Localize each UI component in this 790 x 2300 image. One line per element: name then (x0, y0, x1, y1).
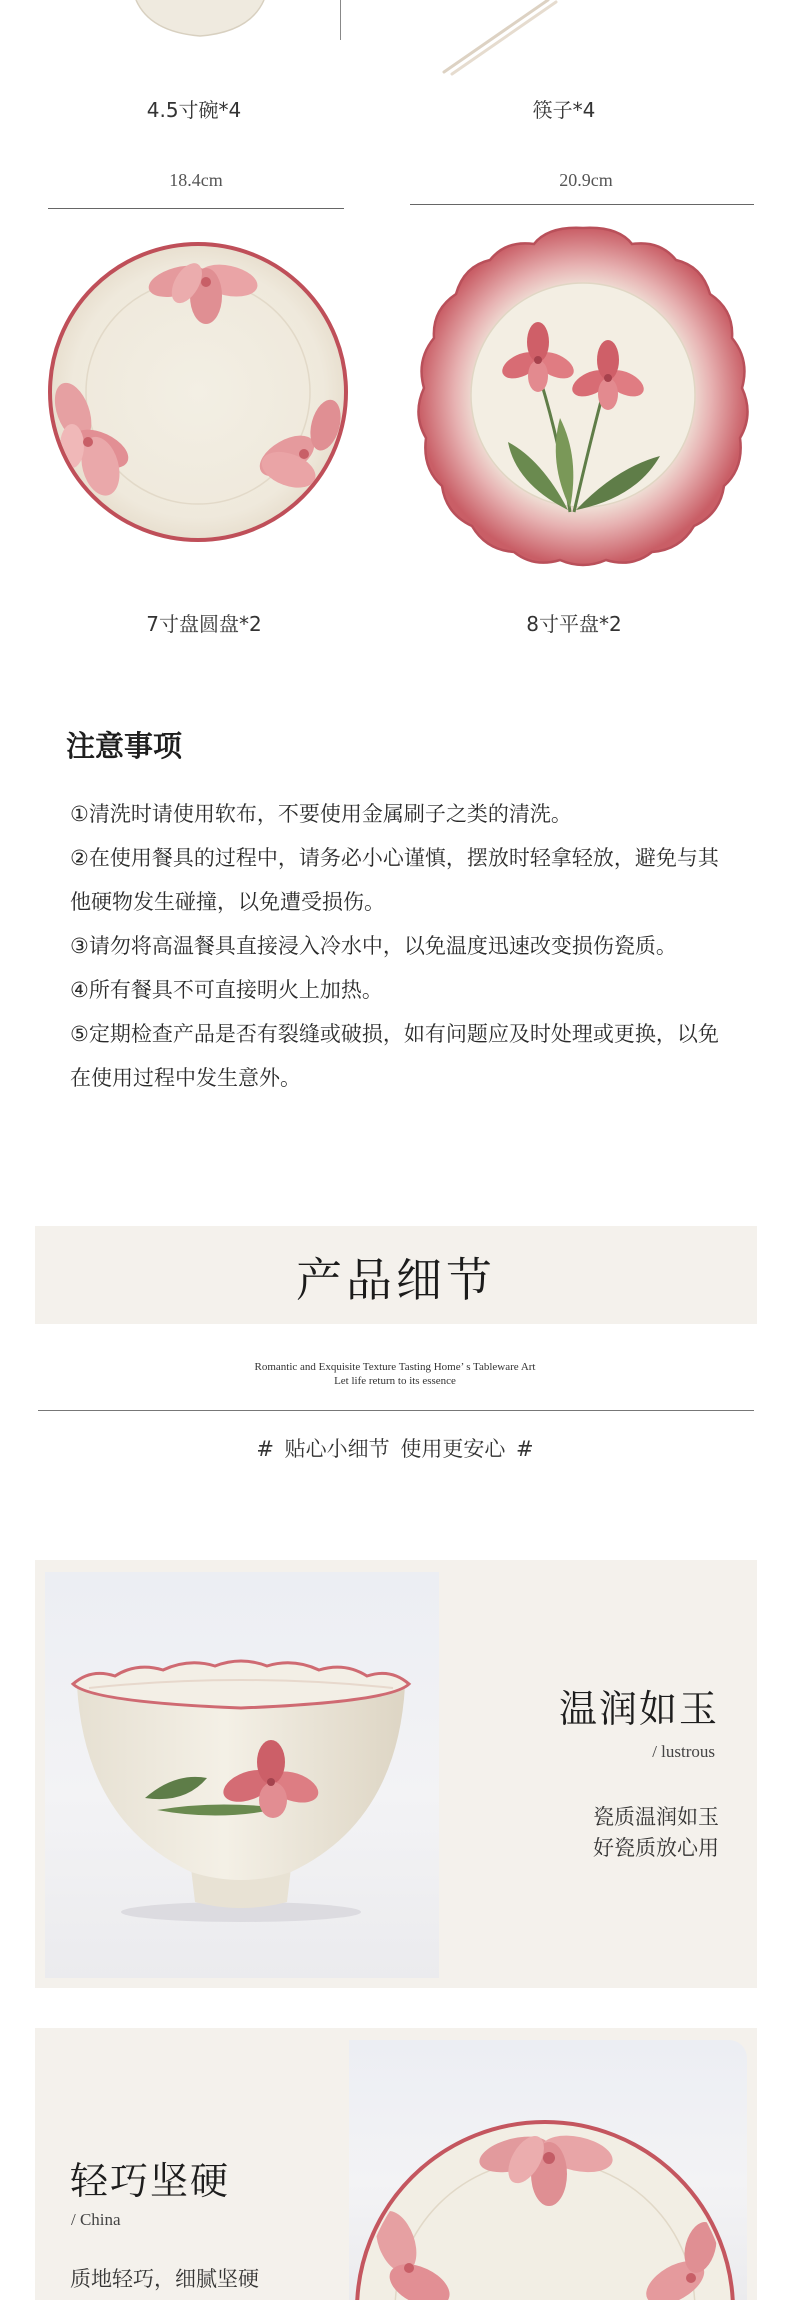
feature-card-lustrous (35, 1560, 757, 1988)
round-plate-label: 7寸盘圆盘*2 (146, 612, 262, 636)
feature-desc-lustrous-2: 好瓷质放心用 (593, 1836, 719, 1860)
flat-plate-size: 20.9cm (559, 170, 613, 190)
notes-item: ②在使用餐具的过程中，请务必小心谨慎，摆放时轻拿轻放，避免与其 (70, 846, 719, 870)
round-plate-size: 18.4cm (169, 170, 223, 190)
round-plate-size-line (48, 208, 344, 209)
feature-subtitle-lustrous: / lustrous (652, 1742, 715, 1761)
feature-title-china: 轻巧坚硬 (70, 2159, 231, 2203)
notes-title: 注意事项 (66, 729, 183, 763)
notes-item: 在使用过程中发生意外。 (70, 1066, 301, 1090)
feature-card-china (35, 2028, 757, 2300)
chopsticks-label: 筷子*4 (532, 98, 596, 122)
feature-title-lustrous: 温润如玉 (558, 1687, 719, 1731)
flat-plate-size-line (410, 204, 754, 205)
flat-plate-image (410, 222, 756, 568)
feature-desc-lustrous-1: 瓷质温润如玉 (593, 1805, 719, 1829)
details-subtitle-en-2: Let life return to its essence (334, 1375, 456, 1387)
notes-list (70, 792, 760, 1100)
divider-line (340, 0, 341, 40)
bowl-label: 4.5寸碗*4 (146, 98, 242, 122)
notes-item: ④所有餐具不可直接明火上加热。 (70, 978, 383, 1002)
notes-item: 他硬物发生碰撞，以免遭受损伤。 (70, 890, 385, 914)
notes-item: ⑤定期检查产品是否有裂缝或破损，如有问题应及时处理或更换，以免 (70, 1022, 719, 1046)
feature-desc-china-1: 质地轻巧，细腻坚硬 (70, 2267, 259, 2291)
bowl-image (130, 0, 270, 42)
details-title: 产品细节 (296, 1253, 496, 1307)
bowl-photo (45, 1572, 439, 1978)
round-plate-image (46, 240, 350, 544)
details-banner (35, 1226, 757, 1324)
notes-item: ③请勿将高温餐具直接浸入冷水中，以免温度迅速改变损伤瓷质。 (70, 934, 677, 958)
chopsticks-image (440, 0, 560, 76)
notes-item: ①清洗时请使用软布，不要使用金属刷子之类的清洗。 (70, 802, 572, 826)
details-subtitle-en-1: Romantic and Exquisite Texture Tasting Home’ s Tableware Art (254, 1361, 536, 1373)
plate-photo (349, 2040, 747, 2300)
flat-plate-label: 8寸平盘*2 (526, 612, 622, 636)
details-tagline: # 贴心小细节 使用更安心 # (256, 1437, 534, 1461)
feature-subtitle-china: / China (71, 2210, 121, 2229)
details-divider (38, 1410, 754, 1411)
